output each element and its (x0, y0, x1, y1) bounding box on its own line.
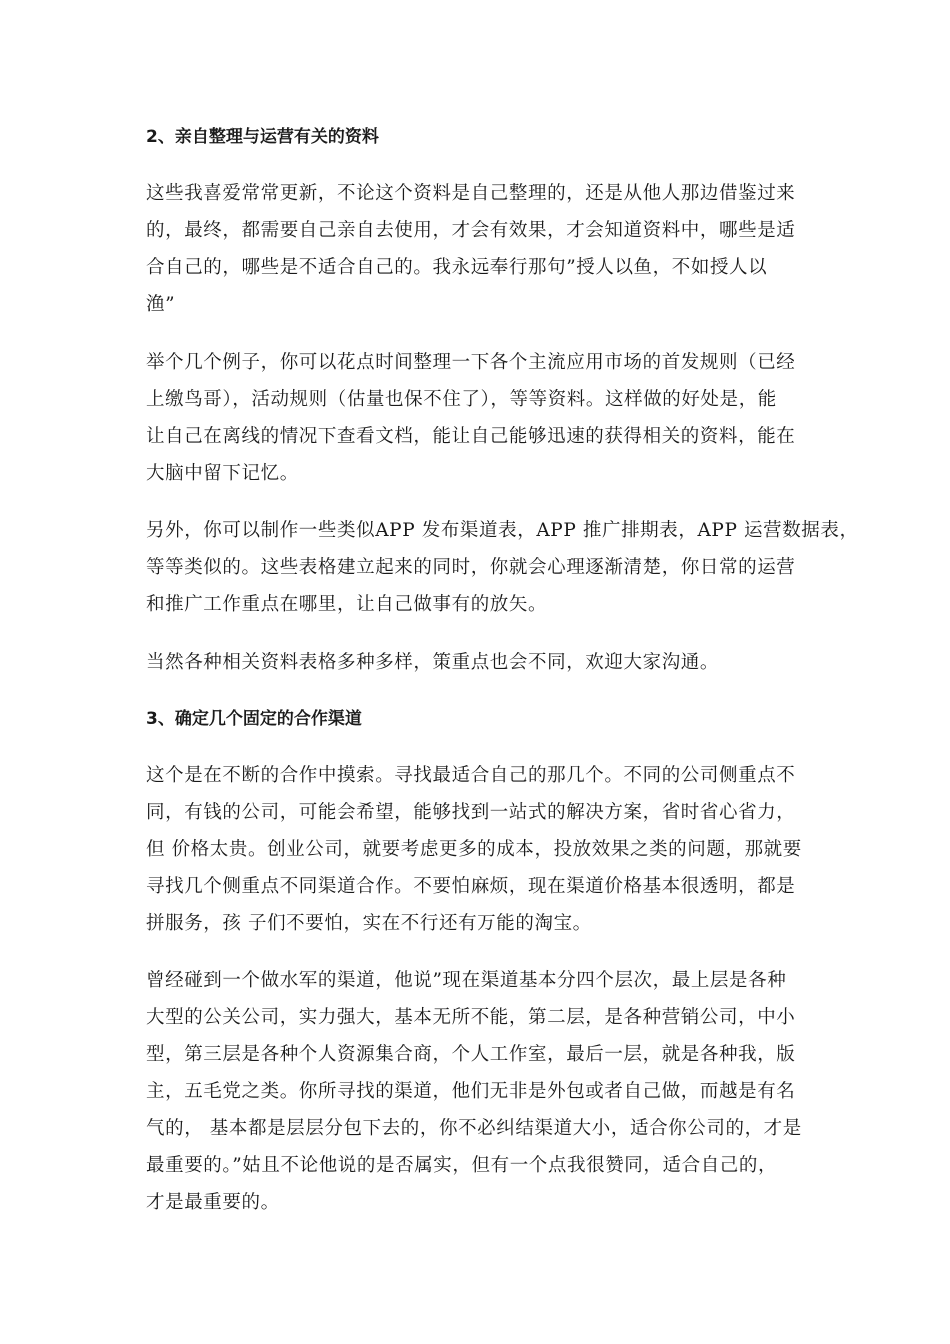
text-line: 气的， 基本都是层层分包下去的，你不必纠结渠道大小，适合你公司的，才是 (146, 1118, 802, 1139)
text-line: 大脑中留下记忆。 (146, 463, 299, 484)
text-line: 寻找几个侧重点不同渠道合作。不要怕麻烦，现在渠道价格基本很透明，都是 (146, 876, 796, 897)
text-line: 大型的公关公司，实力强大，基本无所不能，第二层，是各种营销公司，中小 (146, 1007, 796, 1028)
text-line: 拼服务，孩 子们不要怕，实在不行还有万能的淘宝。 (146, 913, 592, 934)
text-line: 等等类似的。这些表格建立起来的同时，你就会心理逐渐清楚，你日常的运营 (146, 557, 796, 578)
text-line: 让自己在离线的情况下查看文档，能让自己能够迅速的获得相关的资料，能在 (146, 426, 796, 447)
text-line: 这些我喜爱常常更新，不论这个资料是自己整理的，还是从他人那边借鉴过来 (146, 183, 796, 204)
text-line: 渔” (146, 294, 176, 315)
text-line: 同，有钱的公司，可能会希望，能够找到一站式的解决方案，省时省心省力， (146, 802, 796, 823)
section-2-heading: 2、亲自整理与运营有关的资料 (146, 127, 379, 147)
text-line: 曾经碰到一个做水军的渠道，他说”现在渠道基本分四个层次，最上层是各种 (146, 970, 787, 991)
text-line: 和推广工作重点在哪里，让自己做事有的放矢。 (146, 594, 548, 615)
section-3-heading: 3、确定几个固定的合作渠道 (146, 709, 362, 729)
text-line: 合自己的，哪些是不适合自己的。我永远奉行那句”授人以鱼，不如授人以 (146, 257, 768, 278)
text-line: 当然各种相关资料表格多种多样，策重点也会不同，欢迎大家沟通。 (146, 652, 720, 673)
text-line: 但 价格太贵。创业公司，就要考虑更多的成本，投放效果之类的问题，那就要 (146, 839, 802, 860)
text-line: 的，最终，都需要自己亲自去使用，才会有效果，才会知道资料中，哪些是适 (146, 220, 796, 241)
section-3-paragraph-2 (146, 962, 814, 1221)
text-line: 这个是在不断的合作中摸索。寻找最适合自己的那几个。不同的公司侧重点不 (146, 765, 796, 786)
text-line: 主，五毛党之类。你所寻找的渠道，他们无非是外包或者自己做，而越是有名 (146, 1081, 796, 1102)
text-line: 上缴鸟哥），活动规则（估量也保不住了），等等资料。这样做的好处是，能 (146, 389, 777, 410)
section-3-paragraph-1 (146, 757, 814, 942)
text-line: 另外，你可以制作一些类似APP 发布渠道表，APP 推广排期表，APP 运营数据表， (146, 520, 859, 541)
text-line: 才是最重要的。 (146, 1192, 280, 1213)
section-2-paragraph-1 (146, 175, 814, 323)
section-2-paragraph-3 (146, 512, 859, 623)
text-line: 型，第三层是各种个人资源集合商，个人工作室，最后一层，就是各种我，版 (146, 1044, 796, 1065)
section-2-paragraph-2 (146, 344, 814, 492)
section-2-paragraph-4 (146, 644, 814, 681)
text-line: 举个几个例子，你可以花点时间整理一下各个主流应用市场的首发规则（已经 (146, 352, 796, 373)
text-line: 最重要的。”姑且不论他说的是否属实，但有一个点我很赞同，适合自己的， (146, 1155, 778, 1176)
